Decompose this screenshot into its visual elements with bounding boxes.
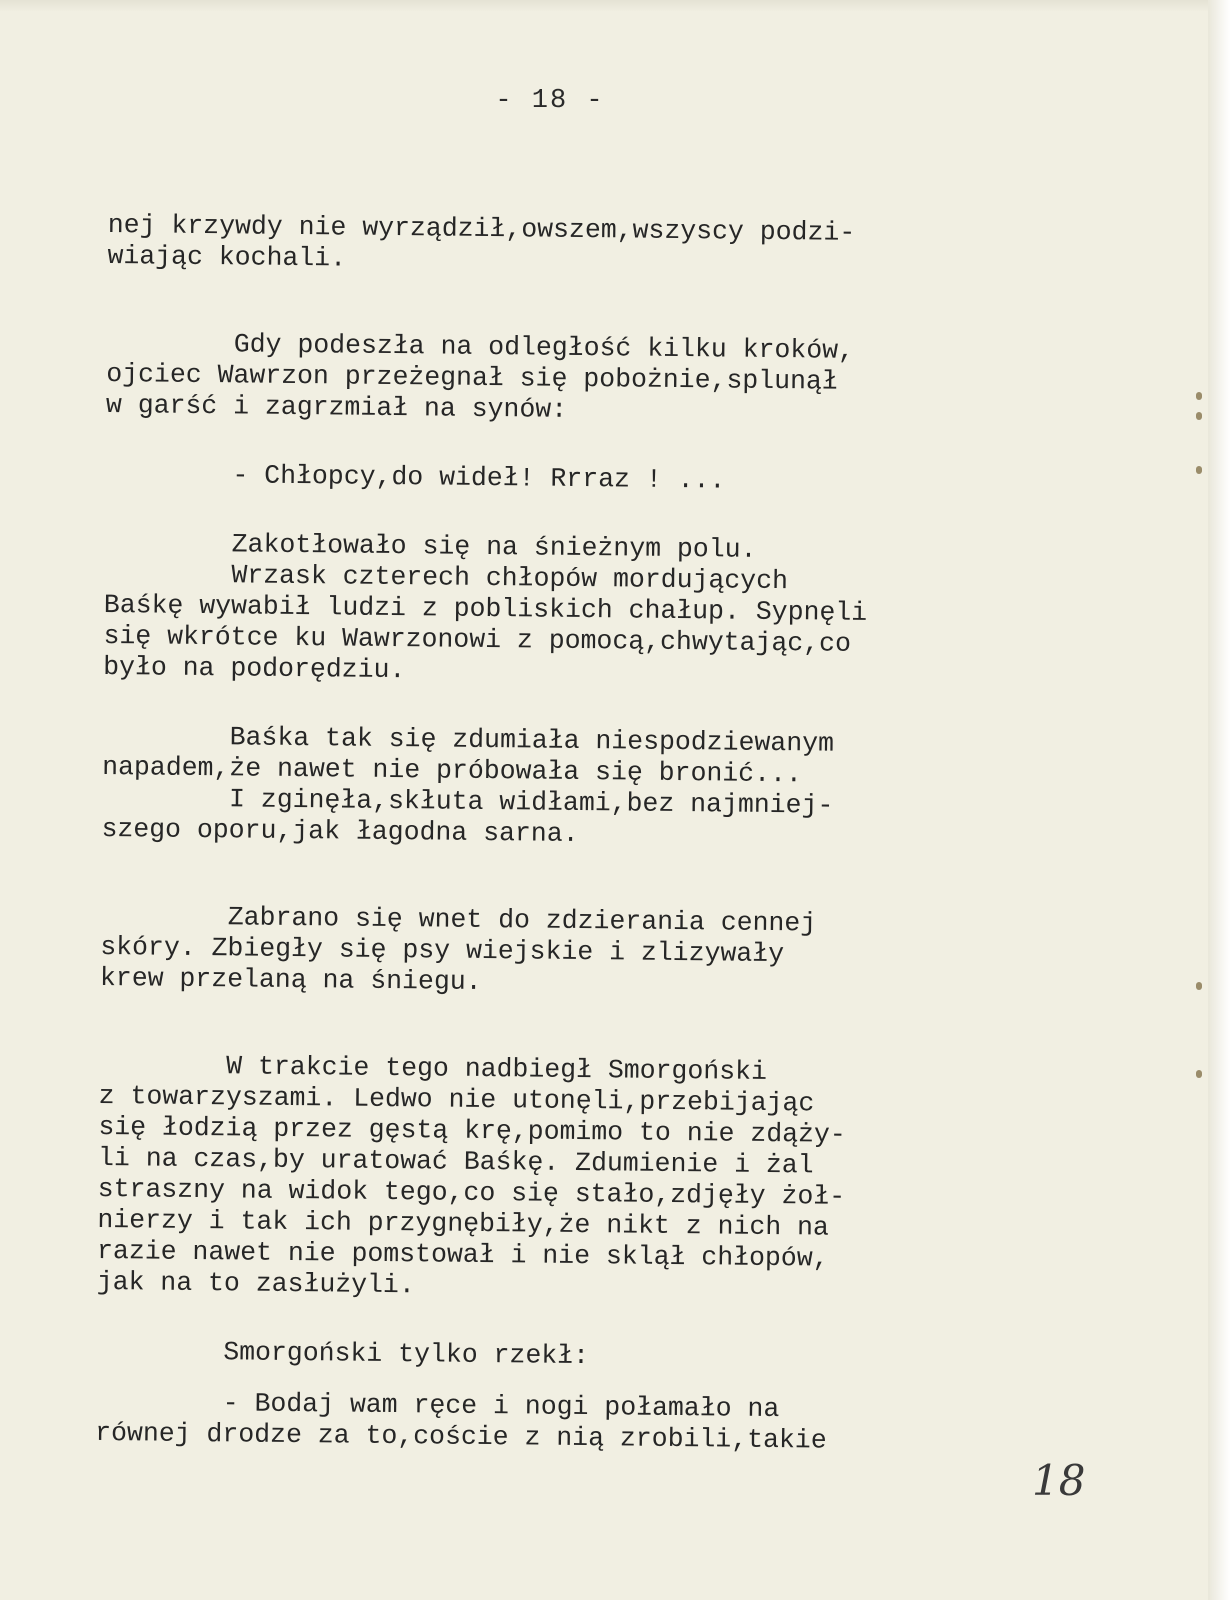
handwritten-page-number: 18 [1032,1456,1086,1505]
text-line: Gdy podeszła na odległość kilku kroków, [106,327,855,366]
binding-hole [1196,412,1202,420]
text-line: nej krzywdy nie wyrządził,owszem,wszyscy podzi- [107,210,856,248]
text-line: jak na to zasłużyli. [96,1266,415,1301]
text-line: ojciec Wawrzon przeżegnał się pobożnie,splunął [106,358,838,397]
page-top-edge [0,0,1230,12]
binding-hole [1196,982,1202,990]
text-line: Baśka tak się zdumiała niespodziewanym [102,720,835,759]
text-line: w garść i zagrzmiał na synów: [105,389,568,425]
text-line: z towarzyszami. Ledwo nie utonęli,przebijając [98,1080,815,1119]
text-line: się wkrótce ku Wawrzonowi z pomocą,chwytając,co [103,620,852,659]
text-line: - Chłopcy,do wideł! Rrraz ! ... [105,458,726,496]
binding-hole [1196,466,1202,474]
text-line: Zakotłowało się na śnieżnym polu. [104,527,757,565]
text-line: W trakcie tego nadbiegł Smorgoński [98,1049,768,1087]
text-line: I zginęła,skłuta widłami,bez najmniej- [101,782,834,821]
text-line: szego oporu,jak łagodna sarna. [101,813,579,849]
text-line: - Bodaj wam ręce i nogi połamało na [95,1386,780,1425]
text-line: Zabrano się wnet do zdzierania cennej [100,900,817,939]
text-line: krew przelaną na śniegu. [99,962,482,997]
body-text [95,210,1058,1459]
text-line: równej drodze za to,coście z nią zrobili,takie [95,1417,827,1456]
text-line: się łodzią przez gęstą krę,pomimo to nie zdąży- [98,1111,846,1150]
binding-hole [1196,392,1202,400]
page-right-edge [1208,0,1230,1600]
text-line: napadem,że nawet nie próbowała się bronić... [102,751,803,790]
binding-hole [1196,1070,1202,1078]
text-line: straszny na widok tego,co się stało,zdjęły żoł- [97,1173,846,1212]
text-line: li na czas,by uratować Baśkę. Zdumienie i żal [97,1142,814,1181]
text-line: Baśkę wywabił ludzi z pobliskich chałup. Sypnęli [103,589,868,628]
page-number: - 18 - [495,86,605,116]
text-line: było na podorędziu. [103,651,406,686]
text-line: razie nawet nie pomstował i nie sklął chłopów, [96,1235,829,1274]
text-line: skóry. Zbiegły się psy wiejskie i zlizywały [100,931,785,970]
text-line: Smorgoński tylko rzekł: [95,1335,590,1372]
text-line: wiając kochali. [107,240,347,274]
text-line: nierzy i tak ich przygnębiły,że nikt z nich na [97,1204,830,1243]
text-line: Wrzask czterech chłopów mordujących [104,558,789,597]
